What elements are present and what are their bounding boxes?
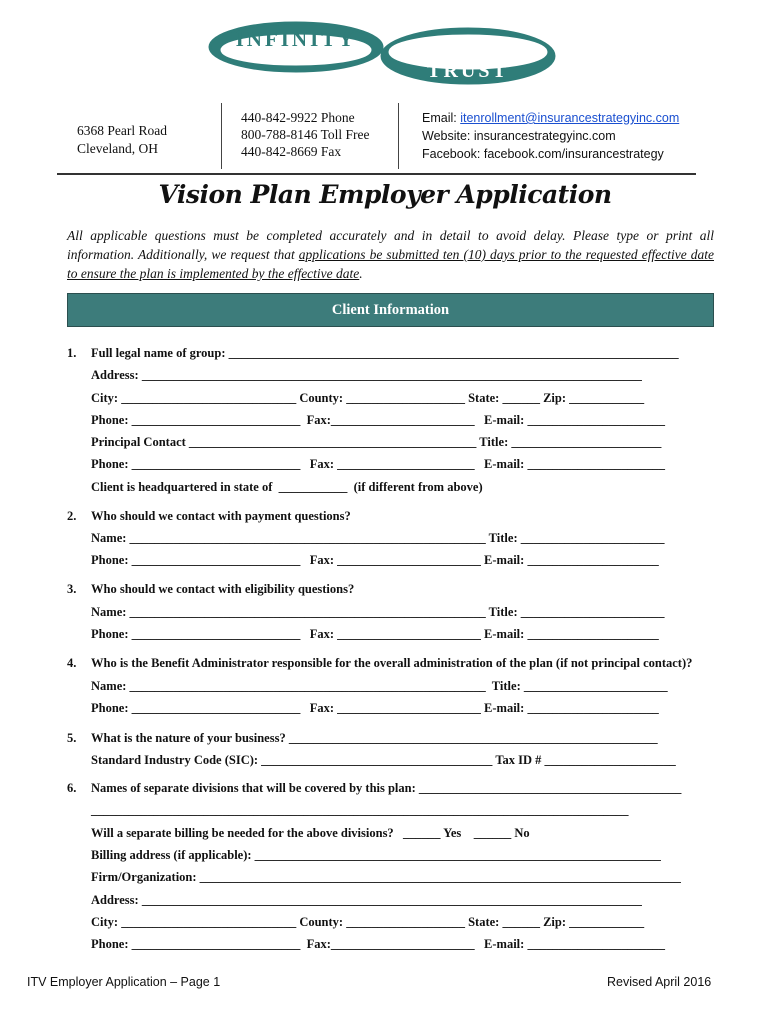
footer-revision: Revised April 2016 [607, 975, 712, 989]
phone-line: 440-842-9922 Phone [241, 110, 355, 125]
divider [221, 103, 222, 169]
email-label: Email: [422, 111, 461, 125]
question-number: 3. [67, 582, 77, 596]
header-rule [57, 173, 696, 175]
email-row [422, 109, 679, 127]
toll-free-line: 800-788-8146 Toll Free [241, 127, 370, 142]
field-principal-contact[interactable]: Principal Contact ______________________________________________ Title: ________________________ [91, 435, 662, 449]
question-number: 4. [67, 656, 77, 670]
field-divisions-continued[interactable]: ______________________________________________________________________________________ [91, 803, 629, 817]
address-line-2: Cleveland, OH [77, 141, 158, 156]
intro-text: All applicable questions must be completed accurately and in detail to avoid delay. Please type or print all information. Additionally, we request that [67, 228, 714, 262]
field-billing-street-address[interactable]: Address: ________________________________________________________________________________ [91, 893, 642, 907]
field-phone-fax-email[interactable]: Phone: ___________________________ Fax:_______________________ E-mail: ______________________ [91, 413, 665, 427]
field-administrator-name-title[interactable]: Name: _________________________________________________________ Title: _______________________ [91, 679, 668, 693]
page-title: Vision Plan Employer Application [158, 180, 612, 209]
company-phones [241, 109, 370, 160]
website-row: Website: insurancestrategyinc.com [422, 129, 616, 143]
field-eligibility-name-title[interactable]: Name: _________________________________________________________ Title: _______________________ [91, 605, 665, 619]
divider [398, 103, 399, 169]
field-nature-of-business[interactable]: What is the nature of your business? ___________________________________________________________ [91, 731, 658, 745]
field-eligibility-phone-fax-email[interactable]: Phone: ___________________________ Fax: _______________________ E-mail: _____________________ [91, 627, 659, 641]
question-number: 5. [67, 731, 77, 745]
field-divisions[interactable]: Names of separate divisions that will be covered by this plan: __________________________________________ [91, 781, 682, 795]
company-web-contacts [422, 109, 679, 163]
field-billing-phone-fax-email[interactable]: Phone: ___________________________ Fax:_______________________ E-mail: ______________________ [91, 937, 665, 951]
field-administrator-phone-fax-email[interactable]: Phone: ___________________________ Fax: _______________________ E-mail: _____________________ [91, 701, 659, 715]
section-header: Client Information [67, 293, 714, 327]
intro-end: . [359, 266, 363, 281]
field-sic-tax-id[interactable]: Standard Industry Code (SIC): _____________________________________ Tax ID # _____________________ [91, 753, 676, 767]
field-firm-organization[interactable]: Firm/Organization: _____________________________________________________________________________ [91, 870, 681, 884]
question-number: 2. [67, 509, 77, 523]
field-separate-billing[interactable]: Will a separate billing be needed for the above divisions? ______ Yes ______ No [91, 826, 530, 840]
field-city-county-state-zip[interactable]: City: ____________________________ County: ___________________ State: ______ Zip: ____________ [91, 391, 645, 405]
question-eligibility-contact: Who should we contact with eligibility questions? [91, 582, 355, 596]
email-link[interactable]: itenrollment@insurancestrategyinc.com [460, 111, 680, 125]
facebook-row: Facebook: facebook.com/insurancestrategy [422, 147, 664, 161]
intro-paragraph [67, 226, 714, 283]
address-line-1: 6368 Pearl Road [77, 123, 167, 138]
field-payment-name-title[interactable]: Name: _________________________________________________________ Title: _______________________ [91, 531, 665, 545]
infinity-trust-logo [206, 16, 558, 88]
field-address[interactable]: Address: ________________________________________________________________________________ [91, 368, 642, 382]
question-benefit-administrator: Who is the Benefit Administrator responsible for the overall administration of the plan (if not principal contact)? [91, 656, 693, 670]
field-headquarters-state[interactable]: Client is headquartered in state of ___________ (if different from above) [91, 480, 483, 494]
field-billing-address[interactable]: Billing address (if applicable): _________________________________________________________________ [91, 848, 661, 862]
question-number: 6. [67, 781, 77, 795]
company-address [77, 122, 167, 158]
fax-line: 440-842-8669 Fax [241, 144, 342, 159]
field-payment-phone-fax-email[interactable]: Phone: ___________________________ Fax: _______________________ E-mail: _____________________ [91, 553, 659, 567]
logo-word-2: TRUST [427, 60, 509, 82]
question-number: 1. [67, 346, 77, 360]
field-billing-city-county-state-zip[interactable]: City: ____________________________ County: ___________________ State: ______ Zip: ____________ [91, 915, 645, 929]
question-payment-contact: Who should we contact with payment questions? [91, 509, 351, 523]
field-contact-phone-fax-email[interactable]: Phone: ___________________________ Fax: ______________________ E-mail: ______________________ [91, 457, 665, 471]
logo-word-1: INFINITY [235, 27, 357, 51]
footer-page-label: ITV Employer Application – Page 1 [27, 975, 221, 989]
intro-underlined: applications be submitted ten (10) days prior to the requested effective date to ensure the plan is implemented by the effective date [67, 247, 714, 281]
field-group-name[interactable]: Full legal name of group: ________________________________________________________________________ [91, 346, 679, 360]
